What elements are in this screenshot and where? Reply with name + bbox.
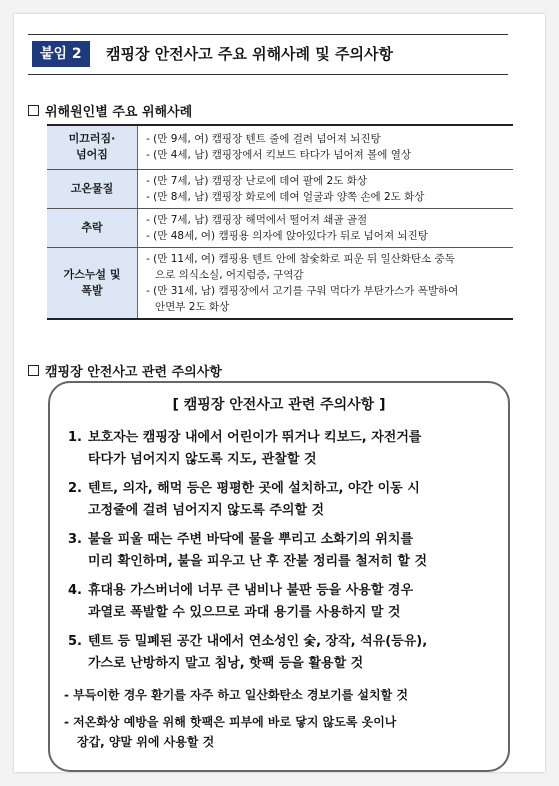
precaution-item: [68, 631, 496, 675]
precautions-title: [ 캠핑장 안전사고 관련 주의사항 ]: [172, 397, 386, 413]
category-cell: [47, 169, 138, 208]
case-item-line: - (만 4세, 남) 캠핑장에서 킥보드 타다가 넘어져 볼에 열상: [146, 149, 412, 162]
hazard-cases-table: [47, 124, 513, 320]
precaution-text: 보호자는 캠핑장 내에서 어린이가 뛰거나 킥보드, 자전거를: [88, 430, 422, 445]
case-item-line: - (만 7세, 남) 캠핑장 해먹에서 떨어져 쇄골 골절: [146, 213, 368, 226]
header-rule-bottom: [28, 74, 508, 75]
case-item-line: 안면부 2도 화상: [155, 300, 230, 313]
category-cell: [47, 247, 138, 319]
cases-cell: [138, 125, 514, 169]
cases-cell: [138, 208, 514, 247]
precaution-item: [68, 580, 496, 624]
precaution-sub-line: - 저온화상 예방을 위해 핫팩은 피부에 바로 닿지 않도록 옷이나: [64, 715, 397, 729]
section-title: 위해원인별 주요 위해사례: [45, 105, 193, 120]
precaution-text: 텐트 등 밀폐된 공간 내에서 연소성인 숯, 장작, 석유(등유),: [88, 634, 428, 649]
precaution-item: [68, 478, 496, 522]
table-row: [47, 208, 513, 247]
appendix-title: 캠핑장 안전사고 주요 위해사례 및 주의사항: [106, 45, 393, 63]
cases-cell: [138, 247, 514, 319]
category-line: 고온물질: [70, 181, 114, 195]
precaution-sub-item: [64, 712, 496, 752]
precaution-line: 고정줄에 걸려 넘어지지 않도록 주의할 것: [88, 503, 325, 518]
category-line: 폭발: [81, 283, 103, 297]
precaution-number: 5.: [68, 634, 82, 649]
precaution-sub-item: [64, 685, 496, 705]
precaution-line: 가스로 난방하지 말고 침낭, 핫팩 등을 활용할 것: [88, 656, 364, 671]
section-title: 캠핑장 안전사고 관련 주의사항: [45, 365, 222, 380]
precaution-line: 과열로 폭발할 수 있으므로 과대 용기를 사용하지 말 것: [88, 605, 401, 620]
precaution-line: [68, 427, 496, 449]
case-item-line: - (만 7세, 남) 캠핑장 난로에 데여 팔에 2도 화상: [146, 174, 368, 187]
appendix-badge: 붙임 2: [32, 41, 90, 67]
case-item-line: - (만 31세, 남) 캠핑장에서 고기를 구워 먹다가 부탄가스가 폭발하여: [146, 284, 459, 297]
precaution-text: 불을 피울 때는 주변 바닥에 물을 뿌리고 소화기의 위치를: [88, 532, 414, 547]
header-rule-top: [28, 34, 508, 35]
appendix-header: [28, 34, 508, 76]
category-line: 넘어짐: [76, 148, 108, 162]
precaution-number: 4.: [68, 583, 82, 598]
precaution-sub-line: 장갑, 양말 위에 사용할 것: [77, 735, 215, 749]
precaution-line: [68, 631, 496, 653]
section-heading-cases: [28, 101, 192, 120]
cases-cell: [138, 169, 514, 208]
precaution-text: 휴대용 가스버너에 너무 큰 냄비나 불판 등을 사용할 경우: [88, 583, 414, 598]
case-item-line: 으로 의식소실, 어지럼증, 구역감: [155, 268, 304, 281]
precaution-line: 타다가 넘어지지 않도록 지도, 관찰할 것: [88, 452, 317, 467]
category-line: 미끄러짐·: [68, 132, 116, 146]
precaution-item: [68, 529, 496, 573]
category-cell: [47, 208, 138, 247]
precaution-sub-line: - 부득이한 경우 환기를 자주 하고 일산화탄소 경보기를 설치할 것: [64, 688, 408, 702]
case-item-line: - (만 8세, 남) 캠핑장 화로에 데여 얼굴과 양쪽 손에 2도 화상: [146, 190, 425, 203]
square-bullet-icon: [28, 105, 39, 116]
case-item-line: - (만 48세, 여) 캠핑용 의자에 앉아있다가 뒤로 넘어져 뇌진탕: [146, 229, 428, 242]
precaution-text: 텐트, 의자, 해먹 등은 평평한 곳에 설치하고, 야간 이동 시: [88, 481, 420, 496]
case-item-line: - (만 9세, 여) 캠핑장 텐트 줄에 걸려 넘어져 뇌진탕: [146, 133, 381, 146]
precaution-number: 3.: [68, 532, 82, 547]
table-row: [47, 169, 513, 208]
case-item-line: - (만 11세, 여) 캠핑용 텐트 안에 참숯화로 피운 뒤 일산화탄소 중독: [146, 252, 455, 265]
precaution-number: 2.: [68, 481, 82, 496]
precaution-line: [68, 478, 496, 500]
precautions-box: [48, 381, 510, 772]
table-row: [47, 125, 513, 169]
table-row: [47, 247, 513, 319]
square-bullet-icon: [28, 365, 39, 376]
precaution-item: [68, 427, 496, 471]
category-line: 추락: [81, 220, 103, 234]
precaution-line: 미리 확인하며, 불을 피우고 난 후 잔불 정리를 철저히 할 것: [88, 554, 428, 569]
section-heading-precautions: [28, 361, 222, 380]
precaution-line: [68, 529, 496, 551]
category-cell: [47, 125, 138, 169]
category-line: 가스누설 및: [63, 267, 121, 281]
precaution-line: [68, 580, 496, 602]
precaution-number: 1.: [68, 430, 82, 445]
